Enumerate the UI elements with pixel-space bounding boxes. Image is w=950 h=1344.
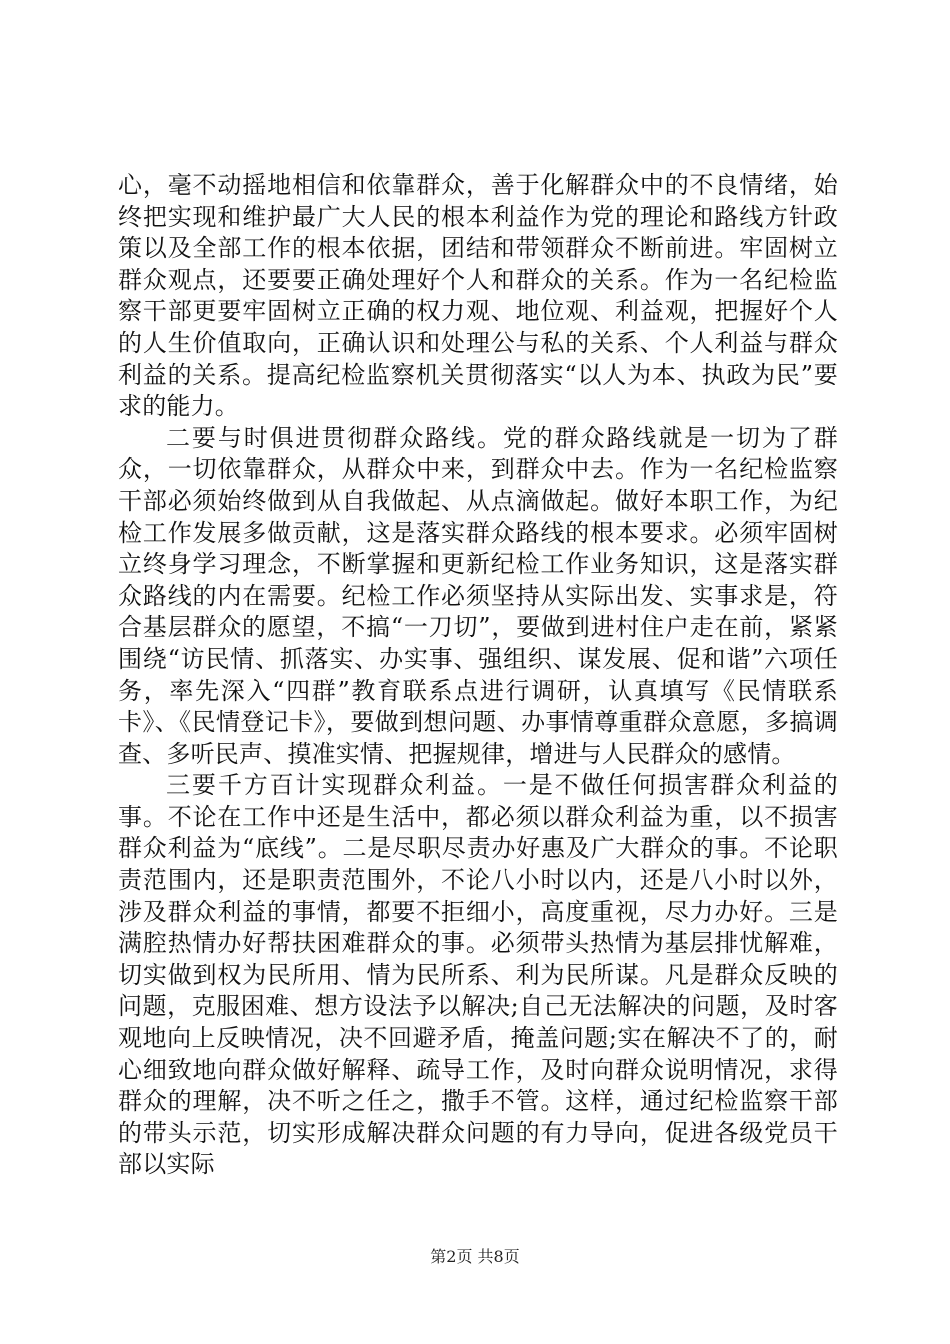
paragraph-2: 二要与时俱进贯彻群众路线。党的群众路线就是一切为了群众，一切依靠群众，从群众中来，到群众中去。作为一名纪检监察干部必须始终做到从自我做起、从点滴做起。做好本职工作，为纪检工作发展多做贡献，这是落实群众路线的根本要求。必须牢固树立终身学习理念，不断掌握和更新纪检工作业务知识，这是落实群众路线的内在需要。纪检工作必须坚持从实际出发、实事求是，符合基层群众的愿望，不搞“一刀切”，要做到进村住户走在前，紧紧围绕“访民情、抓落实、办实事、强组织、谋发展、促和谐”六项任务，率先深入“四群”教育联系点进行调研，认真填写《民情联系卡》、《民情登记卡》，要做到想问题、办事情尊重群众意愿，多搞调查、多听民声、摸准实情、把握规律，增进与人民群众的感情。 [118,423,838,768]
paragraph-1: 心，毫不动摇地相信和依靠群众，善于化解群众中的不良情绪，始终把实现和维护最广大人民的根本利益作为党的理论和路线方针政策以及全部工作的根本依据，团结和带领群众不断前进。牢固树立群众观点，还要要正确处理好个人和群众的关系。作为一名纪检监察干部更要牢固树立正确的权力观、地位观、利益观，把握好个人的人生价值取向，正确认识和处理公与私的关系、个人利益与群众利益的关系。提高纪检监察机关贯彻落实“以人为本、执政为民”要求的能力。 [118,171,838,421]
paragraph-3: 三要千方百计实现群众利益。一是不做任何损害群众利益的事。不论在工作中还是生活中，都必须以群众利益为重，以不损害群众利益为“底线”。二是尽职尽责办好惠及广大群众的事。不论职责范围内，还是职责范围外，不论八小时以内，还是八小时以外，涉及群众利益的事情，都要不拒细小，高度重视，尽力办好。三是满腔热情办好帮扶困难群众的事。必须带头热情为基层排忧解难，切实做到权为民所用、情为民所系、利为民所谋。凡是群众反映的问题，克服困难、想方设法予以解决;自己无法解决的问题，及时客观地向上反映情况，决不回避矛盾，掩盖问题;实在解决不了的，耐心细致地向群众做好解释、疏导工作，及时向群众说明情况，求得群众的理解，决不听之任之，撒手不管。这样，通过纪检监察干部的带头示范，切实形成解决群众问题的有力导向，促进各级党员干部以实际 [118,771,838,1179]
document-body [118,170,838,1181]
page-number-footer: 第2页 共8页 [430,1247,520,1266]
